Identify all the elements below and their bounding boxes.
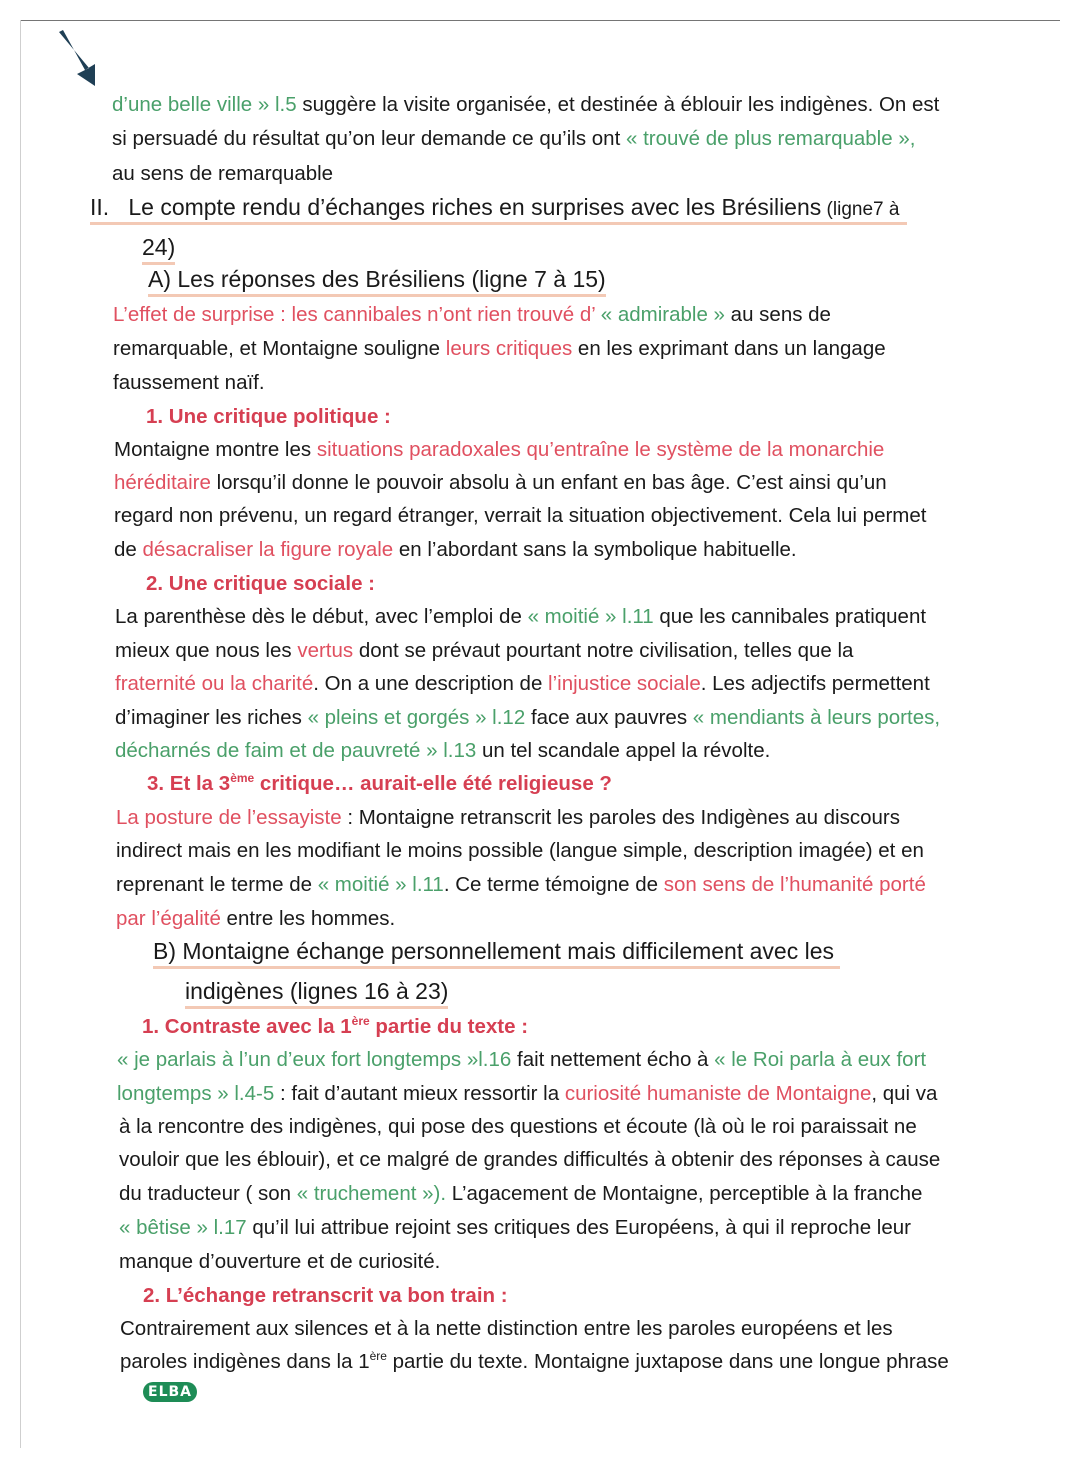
text-line: au sens de remarquable [112,162,334,185]
text-line: fraternité ou la charité. On a une description de l’injustice sociale. Les adjectifs permettent [115,672,930,695]
text-line: faussement naïf. [113,371,265,394]
text-line: Montaigne montre les situations paradoxales qu’entraîne le système de la monarchie [114,438,885,461]
text-line: vouloir que les éblouir), et ce malgré de grandes difficultés à obtenir des réponses à cause [119,1148,941,1171]
section-heading-cont: 24) [142,234,175,260]
text-line: paroles indigènes dans la 1ère partie du texte. Montaigne juxtapose dans une longue phrase [120,1349,949,1373]
page-edge-top [20,20,1060,21]
text-line: à la rencontre des indigènes, qui pose des questions et écoute (là où le roi paraissait ne [119,1115,917,1138]
text-line: d’une belle ville » l.5 suggère la visite organisée, et destinée à éblouir les indigènes. On est [112,93,940,116]
point-heading: 3. Et la 3ème critique… aurait-elle été religieuse ? [147,771,612,795]
text-line: d’imaginer les riches « pleins et gorgés » l.12 face aux pauvres « mendiants à leurs portes, [115,706,941,729]
text-line: manque d’ouverture et de curiosité. [119,1250,441,1273]
text-line: La parenthèse dès le début, avec l’emploi de « moitié » l.11 que les cannibales pratiquent [115,605,927,628]
subsection-heading-a: A) Les réponses des Brésiliens (ligne 7 à 15) [148,266,606,292]
text-line: longtemps » l.4-5 : fait d’autant mieux ressortir la curiosité humaniste de Montaigne, qui va [117,1082,938,1105]
text-line: par l’égalité entre les hommes. [116,907,396,930]
text-line: « je parlais à l’un d’eux fort longtemps »l.16 fait nettement écho à « le Roi parla à eux fort [117,1048,927,1071]
text-line: « bêtise » l.17 qu’il lui attribue rejoint ses critiques des Européens, à qui il reproche leur [119,1216,911,1239]
text-line: de désacraliser la figure royale en l’abordant sans la symbolique habituelle. [114,538,797,561]
text-line: L’effet de surprise : les cannibales n’ont rien trouvé d’ « admirable » au sens de [113,303,831,326]
section-heading: II. Le compte rendu d’échanges riches en surprises avec les Brésiliens (ligne7 à [90,194,907,223]
text-line: décharnés de faim et de pauvreté » l.13 un tel scandale appel la révolte. [115,739,771,762]
text-line: héréditaire lorsqu’il donne le pouvoir absolu à un enfant en bas âge. C’est ainsi qu’un [114,471,887,494]
text-line: La posture de l’essayiste : Montaigne retranscrit les paroles des Indigènes au discours [116,806,900,829]
page-edge-left [20,20,21,1448]
point-heading: 2. Une critique sociale : [146,572,375,595]
subsection-heading-b-cont: indigènes (lignes 16 à 23) [185,978,448,1004]
point-heading: 2. L’échange retranscrit va bon train : [143,1284,508,1307]
subsection-heading-b: B) Montaigne échange personnellement mais difficilement avec les [153,938,840,964]
text-line: indirect mais en les modifiant le moins possible (langue simple, description imagée) et en [116,839,924,862]
text-line: reprenant le terme de « moitié » l.11. Ce terme témoigne de son sens de l’humanité porté [116,873,926,896]
text-line: si persuadé du résultat qu’on leur demande ce qu’ils ont « trouvé de plus remarquable », [112,127,916,150]
elba-logo: ELBA [143,1382,197,1402]
point-heading: 1. Contraste avec la 1ère partie du texte : [142,1014,529,1038]
text-line: du traducteur ( son « truchement »). L’agacement de Montaigne, perceptible à la franche [119,1182,923,1205]
point-heading: 1. Une critique politique : [146,405,391,428]
text-line: mieux que nous les vertus dont se prévaut pourtant notre civilisation, telles que la [115,639,854,662]
text-line: remarquable, et Montaigne souligne leurs critiques en les exprimant dans un langage [113,337,886,360]
text-line: regard non prévenu, un regard étranger, verrait la situation objectivement. Cela lui permet [114,504,927,527]
text-line: Contrairement aux silences et à la nette distinction entre les paroles européens et les [120,1317,893,1340]
arrow-icon [55,28,105,88]
